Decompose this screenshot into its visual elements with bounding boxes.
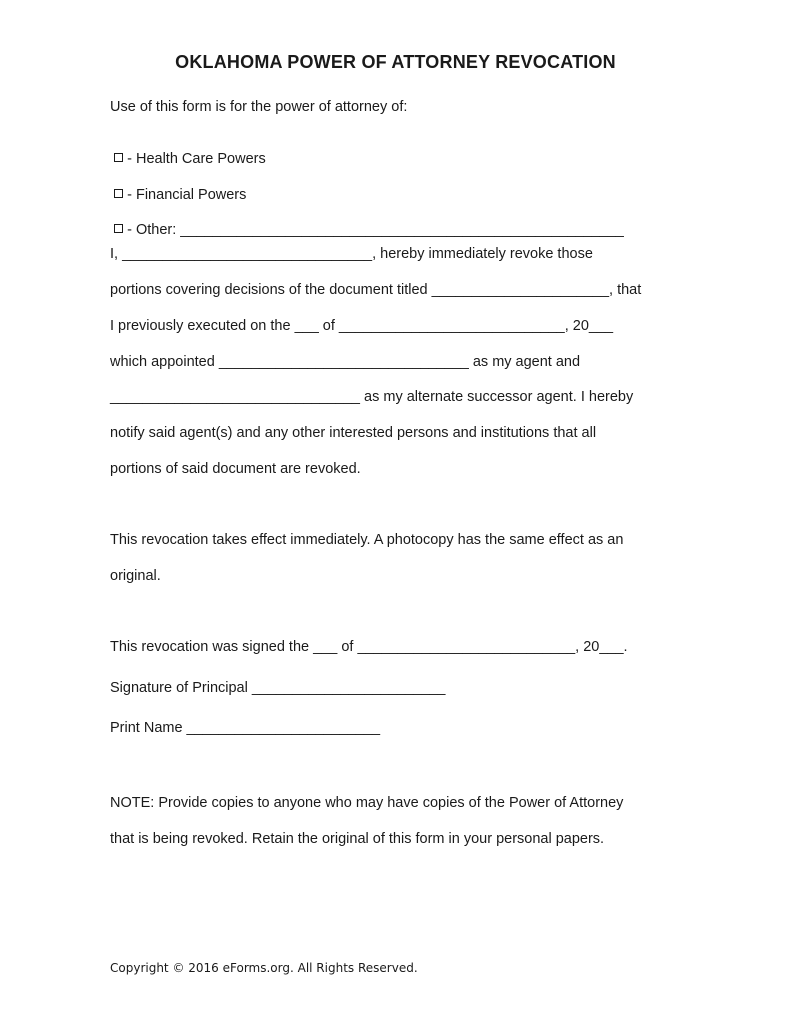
- checkbox-icon[interactable]: [114, 153, 123, 162]
- body-line: I previously executed on the ___ of ____________________________, 20___: [110, 318, 614, 334]
- body-line: which appointed _______________________________ as my agent and: [110, 354, 581, 370]
- signature-line: Signature of Principal ________________________: [110, 680, 446, 696]
- option-label: - Health Care Powers: [127, 151, 266, 167]
- option-label: - Financial Powers: [127, 187, 247, 203]
- note-line: NOTE: Provide copies to anyone who may have copies of the Power of Attorney: [110, 795, 624, 811]
- checkbox-icon[interactable]: [114, 189, 123, 198]
- option-label: - Other: _______________________________________________________: [127, 222, 624, 238]
- note-line: that is being revoked. Retain the original of this form in your personal papers.: [110, 831, 605, 847]
- body-line: I, _______________________________, hereby immediately revoke those: [110, 246, 593, 262]
- signed-date-line: This revocation was signed the ___ of ___________________________, 20___.: [110, 639, 628, 655]
- page-title: OKLAHOMA POWER OF ATTORNEY REVOCATION: [175, 52, 616, 72]
- intro-text: Use of this form is for the power of attorney of:: [110, 99, 408, 115]
- body-line: notify said agent(s) and any other interested persons and institutions that all: [110, 425, 597, 441]
- effect-line: This revocation takes effect immediately. A photocopy has the same effect as an: [110, 532, 624, 548]
- copyright-footer: Copyright © 2016 eForms.org. All Rights Reserved.: [110, 961, 418, 975]
- body-line: portions covering decisions of the document titled ______________________, that: [110, 282, 642, 298]
- effect-line: original.: [110, 568, 161, 584]
- print-name-line: Print Name ________________________: [110, 720, 381, 736]
- body-line: portions of said document are revoked.: [110, 461, 361, 477]
- body-line: _______________________________ as my alternate successor agent. I hereby: [110, 389, 634, 405]
- checkbox-icon[interactable]: [114, 224, 123, 233]
